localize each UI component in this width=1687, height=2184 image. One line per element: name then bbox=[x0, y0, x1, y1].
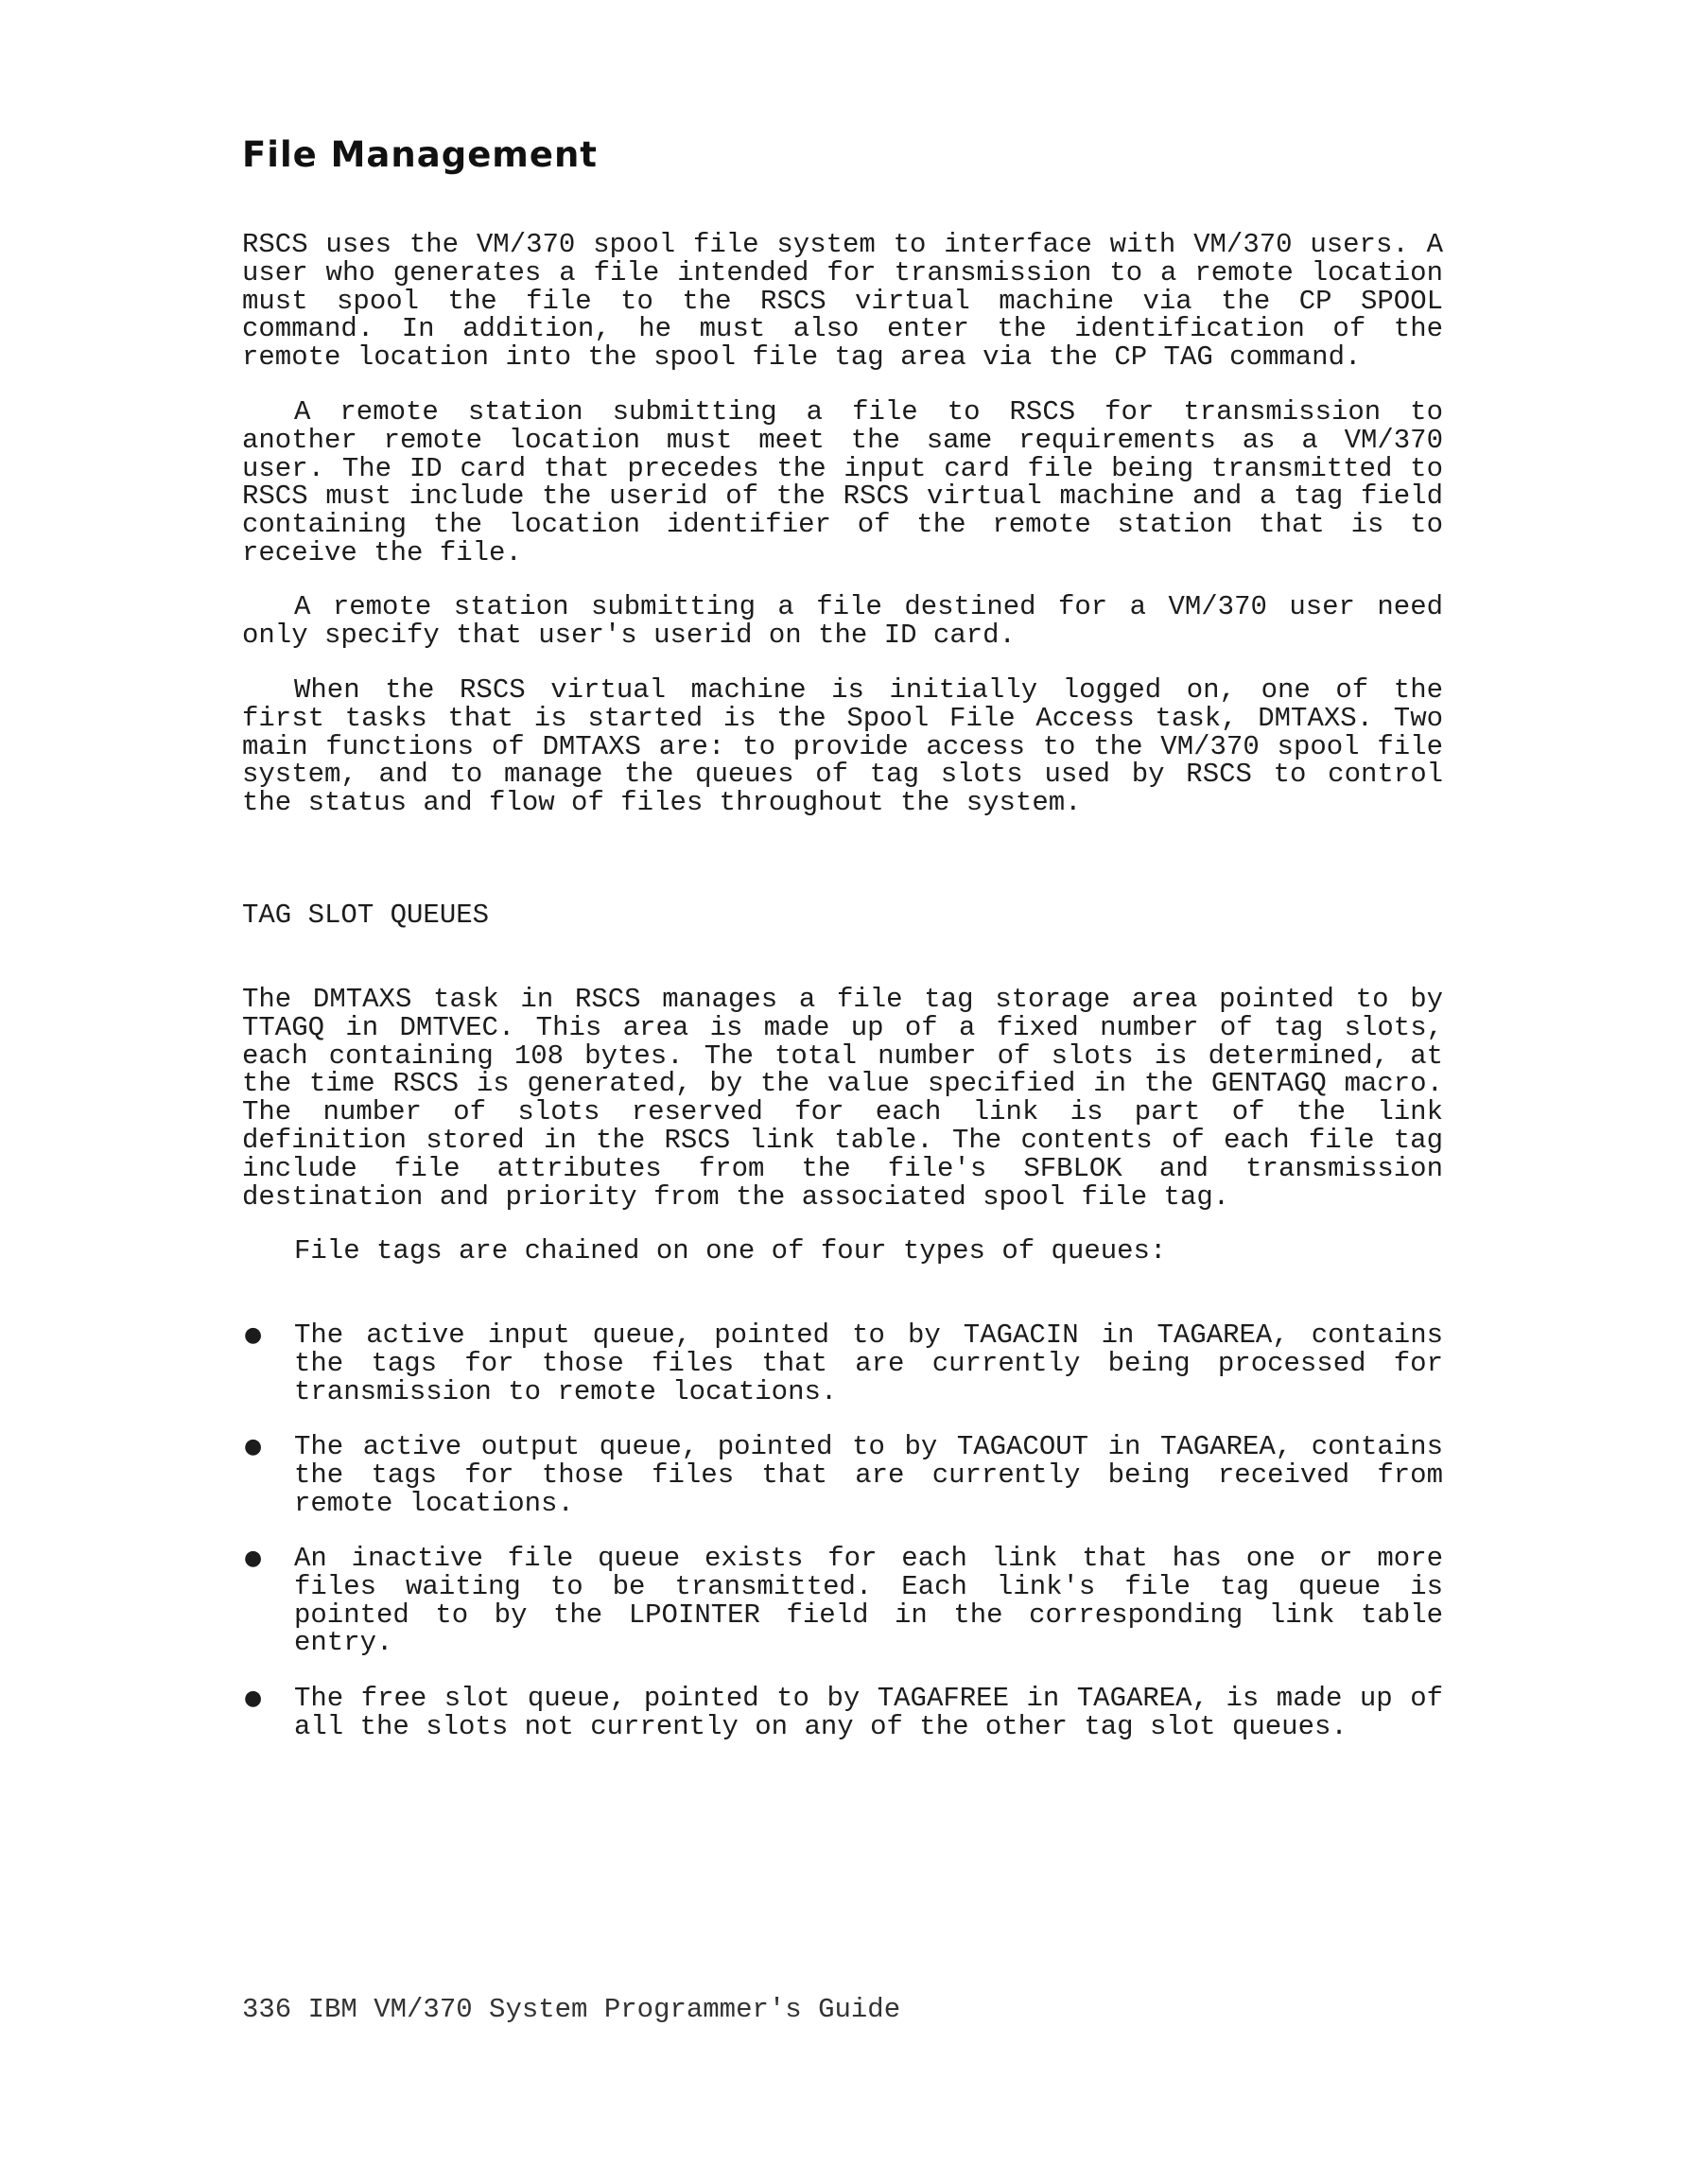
list-item bbox=[242, 1433, 1443, 1517]
section-title: File Management bbox=[242, 134, 598, 175]
bullet-icon: ● bbox=[244, 1546, 263, 1570]
bullet-icon: ● bbox=[244, 1323, 263, 1347]
page-footer: 336 IBM VM/370 System Programmer's Guide bbox=[242, 1994, 901, 2025]
intro-paragraph-3: A remote station submitting a file destined for a VM/370 user need only specify that user's userid on the ID card. bbox=[242, 591, 1443, 651]
list-item bbox=[242, 1321, 1443, 1406]
list-item bbox=[242, 1545, 1443, 1657]
tag-slot-paragraph-2: File tags are chained on one of four types of queues: bbox=[294, 1235, 1167, 1267]
subsection-heading: TAG SLOT QUEUES bbox=[242, 900, 490, 931]
intro-paragraph-1: RSCS uses the VM/370 spool file system to interface with VM/370 users. A user who generates a file intended for transmission to a remote location must spool the file to the RSCS virtual machine via the CP SPOOL command. In addition, he must also enter the identification of the remote location into the spool file tag area via the CP TAG command. bbox=[242, 229, 1443, 374]
bullet-icon: ● bbox=[244, 1435, 263, 1459]
bullet-icon: ● bbox=[244, 1686, 263, 1710]
list-item-text: An inactive file queue exists for each link that has one or more files waiting to be transmitted. Each link's file tag queue is pointed to by the LPOINTER field in the corresponding link table entry. bbox=[294, 1543, 1443, 1659]
intro-paragraph-2: A remote station submitting a file to RSCS for transmission to another remote location must meet the same requirements as a VM/370 user. The ID card that precedes the input card file being transmitted to RSCS must include the userid of the RSCS virtual machine and a tag field containing the location identifier of the remote station that is to receive the file. bbox=[242, 396, 1443, 568]
list-item-text: The active input queue, pointed to by TAGACIN in TAGAREA, contains the tags for those files that are currently being processed for transmission to remote locations. bbox=[294, 1319, 1443, 1407]
list-item-text: The free slot queue, pointed to by TAGAFREE in TAGAREA, is made up of all the slots not currently on any of the other tag slot queues. bbox=[294, 1683, 1443, 1742]
list-item bbox=[242, 1685, 1443, 1741]
tag-slot-paragraph-1: The DMTAXS task in RSCS manages a file tag storage area pointed to by TTAGQ in DMTVEC. This area is made up of a fixed number of tag slots, each containing 108 bytes. The total number of slots is determined, at the time RSCS is generated, by the value specified in the GENTAGQ macro. The number of slots reserved for each link is part of the link definition stored in the RSCS link table. The contents of each file tag include file attributes from the file's SFBLOK and transmission destination and priority from the associated spool file tag. bbox=[242, 984, 1443, 1213]
intro-paragraph-4: When the RSCS virtual machine is initially logged on, one of the first tasks that is started is the Spool File Access task, DMTAXS. Two main functions of DMTAXS are: to provide access to the VM/370 spool file system, and to manage the queues of tag slots used by RSCS to control the status and flow of files throughout the system. bbox=[242, 674, 1443, 819]
list-item-text: The active output queue, pointed to by TAGACOUT in TAGAREA, contains the tags for those files that are currently being received from remote locations. bbox=[294, 1431, 1443, 1519]
